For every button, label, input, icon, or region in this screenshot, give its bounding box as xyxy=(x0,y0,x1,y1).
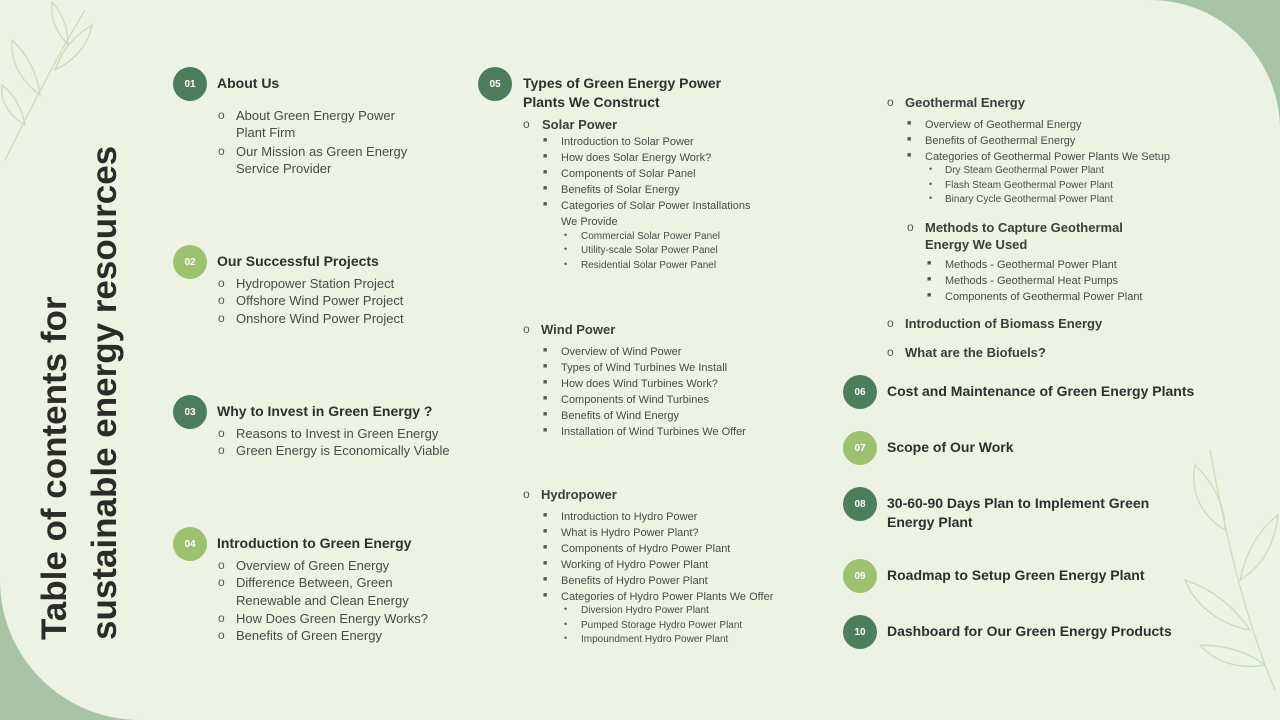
circle-bullet-icon: o xyxy=(218,144,225,158)
list-item: Components of Hydro Power Plant xyxy=(561,543,731,555)
list-item: Benefits of Geothermal Energy xyxy=(925,135,1076,147)
circle-bullet-icon: o xyxy=(218,311,225,325)
subsection-title-biofuels: What are the Biofuels? xyxy=(905,345,1046,360)
circle-bullet-icon: o xyxy=(218,611,225,625)
section-title-why-invest[interactable]: Why to Invest in Green Energy ? xyxy=(217,403,433,419)
section-number-05: 05 xyxy=(478,67,512,101)
circle-bullet-icon: o xyxy=(218,628,225,642)
list-item: Benefits of Wind Energy xyxy=(561,410,680,422)
section-title-plan-line-1[interactable]: 30-60-90 Days Plan to Implement Green xyxy=(887,495,1150,511)
list-item: Introduction to Hydro Power xyxy=(561,511,698,523)
section-title-introduction[interactable]: Introduction to Green Energy xyxy=(217,535,412,551)
section-title-roadmap[interactable]: Roadmap to Setup Green Energy Plant xyxy=(887,567,1145,583)
list-item: Commercial Solar Power Panel xyxy=(581,231,720,242)
list-item: Methods - Geothermal Heat Pumps xyxy=(945,275,1119,287)
circle-bullet-icon: o xyxy=(218,293,225,307)
list-item: Categories of Hydro Power Plants We Offer xyxy=(561,591,774,603)
list-item: Components of Solar Panel xyxy=(561,168,696,180)
list-item: Onshore Wind Power Project xyxy=(236,311,404,326)
square-bullet-icon: ■ xyxy=(543,185,548,192)
list-item: Residential Solar Power Panel xyxy=(581,260,717,271)
list-item: Overview of Wind Power xyxy=(561,346,682,358)
square-bullet-icon: ■ xyxy=(543,544,548,551)
list-item: Benefits of Hydro Power Plant xyxy=(561,575,708,587)
dot-bullet-icon: • xyxy=(929,164,933,174)
dot-bullet-icon: • xyxy=(564,633,568,643)
section-title-plan-line-2[interactable]: Energy Plant xyxy=(887,514,973,530)
circle-bullet-icon: o xyxy=(523,117,530,131)
square-bullet-icon: ■ xyxy=(543,137,548,144)
dot-bullet-icon: • xyxy=(929,193,933,203)
list-item: Types of Wind Turbines We Install xyxy=(561,362,728,374)
section-number-08: 08 xyxy=(843,487,877,521)
list-item: Flash Steam Geothermal Power Plant xyxy=(945,180,1113,191)
list-item: Overview of Geothermal Energy xyxy=(925,119,1082,131)
square-bullet-icon: ■ xyxy=(543,560,548,567)
list-item: Difference Between, Green xyxy=(236,575,393,590)
subsection-title-methods-line-1: Methods to Capture Geothermal xyxy=(925,220,1123,235)
list-item: Binary Cycle Geothermal Power Plant xyxy=(945,194,1113,205)
section-title-scope[interactable]: Scope of Our Work xyxy=(887,439,1014,455)
list-item: Components of Geothermal Power Plant xyxy=(945,291,1143,303)
section-number-09: 09 xyxy=(843,559,877,593)
list-item: Categories of Geothermal Power Plants We Setup xyxy=(925,151,1170,163)
subsection-title-methods-line-2: Energy We Used xyxy=(925,237,1028,252)
subsection-title-hydro: Hydropower xyxy=(541,487,617,502)
section-title-types-line-2[interactable]: Plants We Construct xyxy=(523,94,660,110)
list-item: Categories of Solar Power Installations xyxy=(561,200,751,212)
subsection-title-geothermal: Geothermal Energy xyxy=(905,95,1025,110)
square-bullet-icon: ■ xyxy=(907,120,912,127)
circle-bullet-icon: o xyxy=(887,345,894,359)
square-bullet-icon: ■ xyxy=(543,201,548,208)
dot-bullet-icon: • xyxy=(564,619,568,629)
circle-bullet-icon: o xyxy=(887,95,894,109)
section-title-cost-maintenance[interactable]: Cost and Maintenance of Green Energy Plants xyxy=(887,383,1195,399)
list-item: Dry Steam Geothermal Power Plant xyxy=(945,165,1104,176)
subsection-title-solar: Solar Power xyxy=(542,117,618,132)
dot-bullet-icon: • xyxy=(564,259,568,269)
list-item: Methods - Geothermal Power Plant xyxy=(945,259,1117,271)
list-item: How does Solar Energy Work? xyxy=(561,152,712,164)
section-title-successful-projects[interactable]: Our Successful Projects xyxy=(217,253,379,269)
subsection-title-biomass: Introduction of Biomass Energy xyxy=(905,316,1103,331)
list-item: Components of Wind Turbines xyxy=(561,394,709,406)
list-item: We Provide xyxy=(561,216,618,228)
section-number-06: 06 xyxy=(843,375,877,409)
square-bullet-icon: ■ xyxy=(927,292,932,299)
circle-bullet-icon: o xyxy=(218,108,225,122)
circle-bullet-icon: o xyxy=(218,426,225,440)
list-item: Service Provider xyxy=(236,161,332,176)
dot-bullet-icon: • xyxy=(564,604,568,614)
circle-bullet-icon: o xyxy=(907,220,914,234)
circle-bullet-icon: o xyxy=(523,322,530,336)
section-title-about-us[interactable]: About Us xyxy=(217,75,280,91)
square-bullet-icon: ■ xyxy=(543,153,548,160)
circle-bullet-icon: o xyxy=(523,487,530,501)
list-item: Overview of Green Energy xyxy=(236,558,390,573)
square-bullet-icon: ■ xyxy=(927,260,932,267)
square-bullet-icon: ■ xyxy=(907,152,912,159)
circle-bullet-icon: o xyxy=(887,316,894,330)
circle-bullet-icon: o xyxy=(218,575,225,589)
section-number-07: 07 xyxy=(843,431,877,465)
dot-bullet-icon: • xyxy=(564,230,568,240)
dot-bullet-icon: • xyxy=(564,244,568,254)
section-number-01: 01 xyxy=(173,67,207,101)
list-item: Benefits of Green Energy xyxy=(236,628,382,643)
title-line-2: sustainable energy resources xyxy=(85,145,124,640)
square-bullet-icon: ■ xyxy=(543,528,548,535)
list-item: Introduction to Solar Power xyxy=(561,136,694,148)
list-item: How does Wind Turbines Work? xyxy=(561,378,718,390)
list-item: Green Energy is Economically Viable xyxy=(236,443,450,458)
list-item: Benefits of Solar Energy xyxy=(561,184,680,196)
list-item: About Green Energy Power xyxy=(236,108,395,123)
list-item: What is Hydro Power Plant? xyxy=(561,527,699,539)
square-bullet-icon: ■ xyxy=(543,411,548,418)
list-item: Utility-scale Solar Power Panel xyxy=(581,245,718,256)
slide-title xyxy=(30,100,130,640)
list-item: Working of Hydro Power Plant xyxy=(561,559,709,571)
section-number-04: 04 xyxy=(173,527,207,561)
dot-bullet-icon: • xyxy=(929,179,933,189)
list-item: Installation of Wind Turbines We Offer xyxy=(561,426,746,438)
square-bullet-icon: ■ xyxy=(543,427,548,434)
list-item: Plant Firm xyxy=(236,125,296,140)
section-number-10: 10 xyxy=(843,615,877,649)
list-item: How Does Green Energy Works? xyxy=(236,611,428,626)
list-item: Impoundment Hydro Power Plant xyxy=(581,634,729,645)
list-item: Our Mission as Green Energy xyxy=(236,144,408,159)
square-bullet-icon: ■ xyxy=(543,363,548,370)
square-bullet-icon: ■ xyxy=(543,379,548,386)
list-item: Hydropower Station Project xyxy=(236,276,395,291)
section-title-dashboard[interactable]: Dashboard for Our Green Energy Products xyxy=(887,623,1172,639)
section-number-03: 03 xyxy=(173,395,207,429)
square-bullet-icon: ■ xyxy=(543,395,548,402)
section-title-types-line-1[interactable]: Types of Green Energy Power xyxy=(523,75,722,91)
list-item: Offshore Wind Power Project xyxy=(236,293,404,308)
square-bullet-icon: ■ xyxy=(543,512,548,519)
circle-bullet-icon: o xyxy=(218,558,225,572)
square-bullet-icon: ■ xyxy=(543,576,548,583)
square-bullet-icon: ■ xyxy=(543,592,548,599)
list-item: Reasons to Invest in Green Energy xyxy=(236,426,439,441)
list-item: Diversion Hydro Power Plant xyxy=(581,605,709,616)
circle-bullet-icon: o xyxy=(218,443,225,457)
subsection-title-wind: Wind Power xyxy=(541,322,616,337)
list-item: Pumped Storage Hydro Power Plant xyxy=(581,620,743,631)
leaf-decoration-bottom-right-icon xyxy=(1170,440,1280,700)
section-number-02: 02 xyxy=(173,245,207,279)
list-item: Renewable and Clean Energy xyxy=(236,593,409,608)
square-bullet-icon: ■ xyxy=(927,276,932,283)
title-line-1: Table of contents for xyxy=(35,296,74,640)
square-bullet-icon: ■ xyxy=(543,347,548,354)
square-bullet-icon: ■ xyxy=(543,169,548,176)
circle-bullet-icon: o xyxy=(218,276,225,290)
square-bullet-icon: ■ xyxy=(907,136,912,143)
